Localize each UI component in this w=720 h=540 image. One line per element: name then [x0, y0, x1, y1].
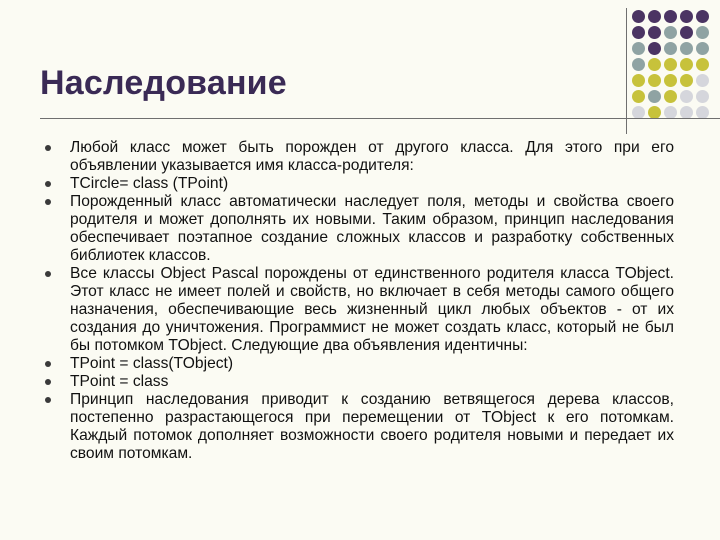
decorative-dot — [632, 74, 645, 87]
bullet-icon — [45, 361, 51, 367]
list-item — [44, 139, 674, 175]
decorative-dot — [664, 74, 677, 87]
list-item — [44, 391, 674, 463]
decorative-dot — [696, 90, 709, 103]
list-item — [44, 355, 674, 373]
list-item-text: Любой класс может быть порожден от другого класса. Для этого при его объявлении указывается имя класса-родителя: — [70, 139, 674, 174]
bullet-icon — [45, 199, 51, 205]
list-item-text: Все классы Object Pascal порождены от единственного родителя класса TObject. Этот класс не имеет полей и свойств, но включает в себя методы самого общего назначения, обеспечивающие весь жизненный цикл любых объектов - от их создания до уничтожения. Программист не может создать класс, который не был бы потомком TObject. Следующие два объявления идентичны: — [70, 265, 674, 354]
decorative-dot — [664, 58, 677, 71]
decorative-dot — [648, 26, 661, 39]
decorative-dot — [632, 26, 645, 39]
decorative-dot — [632, 90, 645, 103]
list-item — [44, 193, 674, 265]
decorative-dot — [696, 42, 709, 55]
decorative-dot — [696, 58, 709, 71]
decorative-dot — [632, 10, 645, 23]
bullet-icon — [45, 145, 51, 151]
decorative-dot — [696, 10, 709, 23]
list-item-text: TPoint = class — [70, 373, 169, 390]
list-item — [44, 265, 674, 355]
decorative-dot-grid — [632, 10, 718, 120]
decorative-dot — [680, 42, 693, 55]
bullet-icon — [45, 397, 51, 403]
decorative-dot — [664, 42, 677, 55]
decorative-dot — [664, 10, 677, 23]
decorative-dot — [648, 42, 661, 55]
decorative-dot — [680, 10, 693, 23]
slide-title: Наследование — [40, 64, 287, 102]
decorative-dot — [680, 58, 693, 71]
decorative-dot — [632, 58, 645, 71]
bullet-list — [44, 139, 674, 463]
list-item — [44, 373, 674, 391]
decorative-dot — [648, 74, 661, 87]
list-item-text: Порожденный класс автоматически наследует поля, методы и свойства своего родителя и может дополнять их новыми. Таким образом, принцип наследования обеспечивает поэтапное создание сложных классов и разработку собственных библиотек классов. — [70, 193, 674, 264]
decorative-dot — [680, 74, 693, 87]
decorative-dot — [664, 26, 677, 39]
list-item-text: TPoint = class(TObject) — [70, 355, 234, 372]
list-item — [44, 175, 674, 193]
decorative-dot — [680, 90, 693, 103]
decorative-dot — [648, 58, 661, 71]
decorative-dot — [632, 42, 645, 55]
bullet-icon — [45, 271, 51, 277]
list-item-text: TCircle= class (TPoint) — [70, 175, 229, 192]
bullet-icon — [45, 181, 51, 187]
bullet-icon — [45, 379, 51, 385]
decorative-dot — [680, 26, 693, 39]
decorative-dot — [664, 90, 677, 103]
list-item-text: Принцип наследования приводит к созданию ветвящегося дерева классов, постепенно разрастающегося при перемещении от TObject к его потомкам. Каждый потомок дополняет возможности своего родителя новыми и передает их своим потомкам. — [70, 391, 674, 462]
decorative-dot — [648, 10, 661, 23]
decorative-dot — [648, 90, 661, 103]
vertical-divider — [626, 8, 627, 134]
decorative-dot — [696, 74, 709, 87]
decorative-dot — [696, 26, 709, 39]
title-divider — [40, 118, 720, 119]
